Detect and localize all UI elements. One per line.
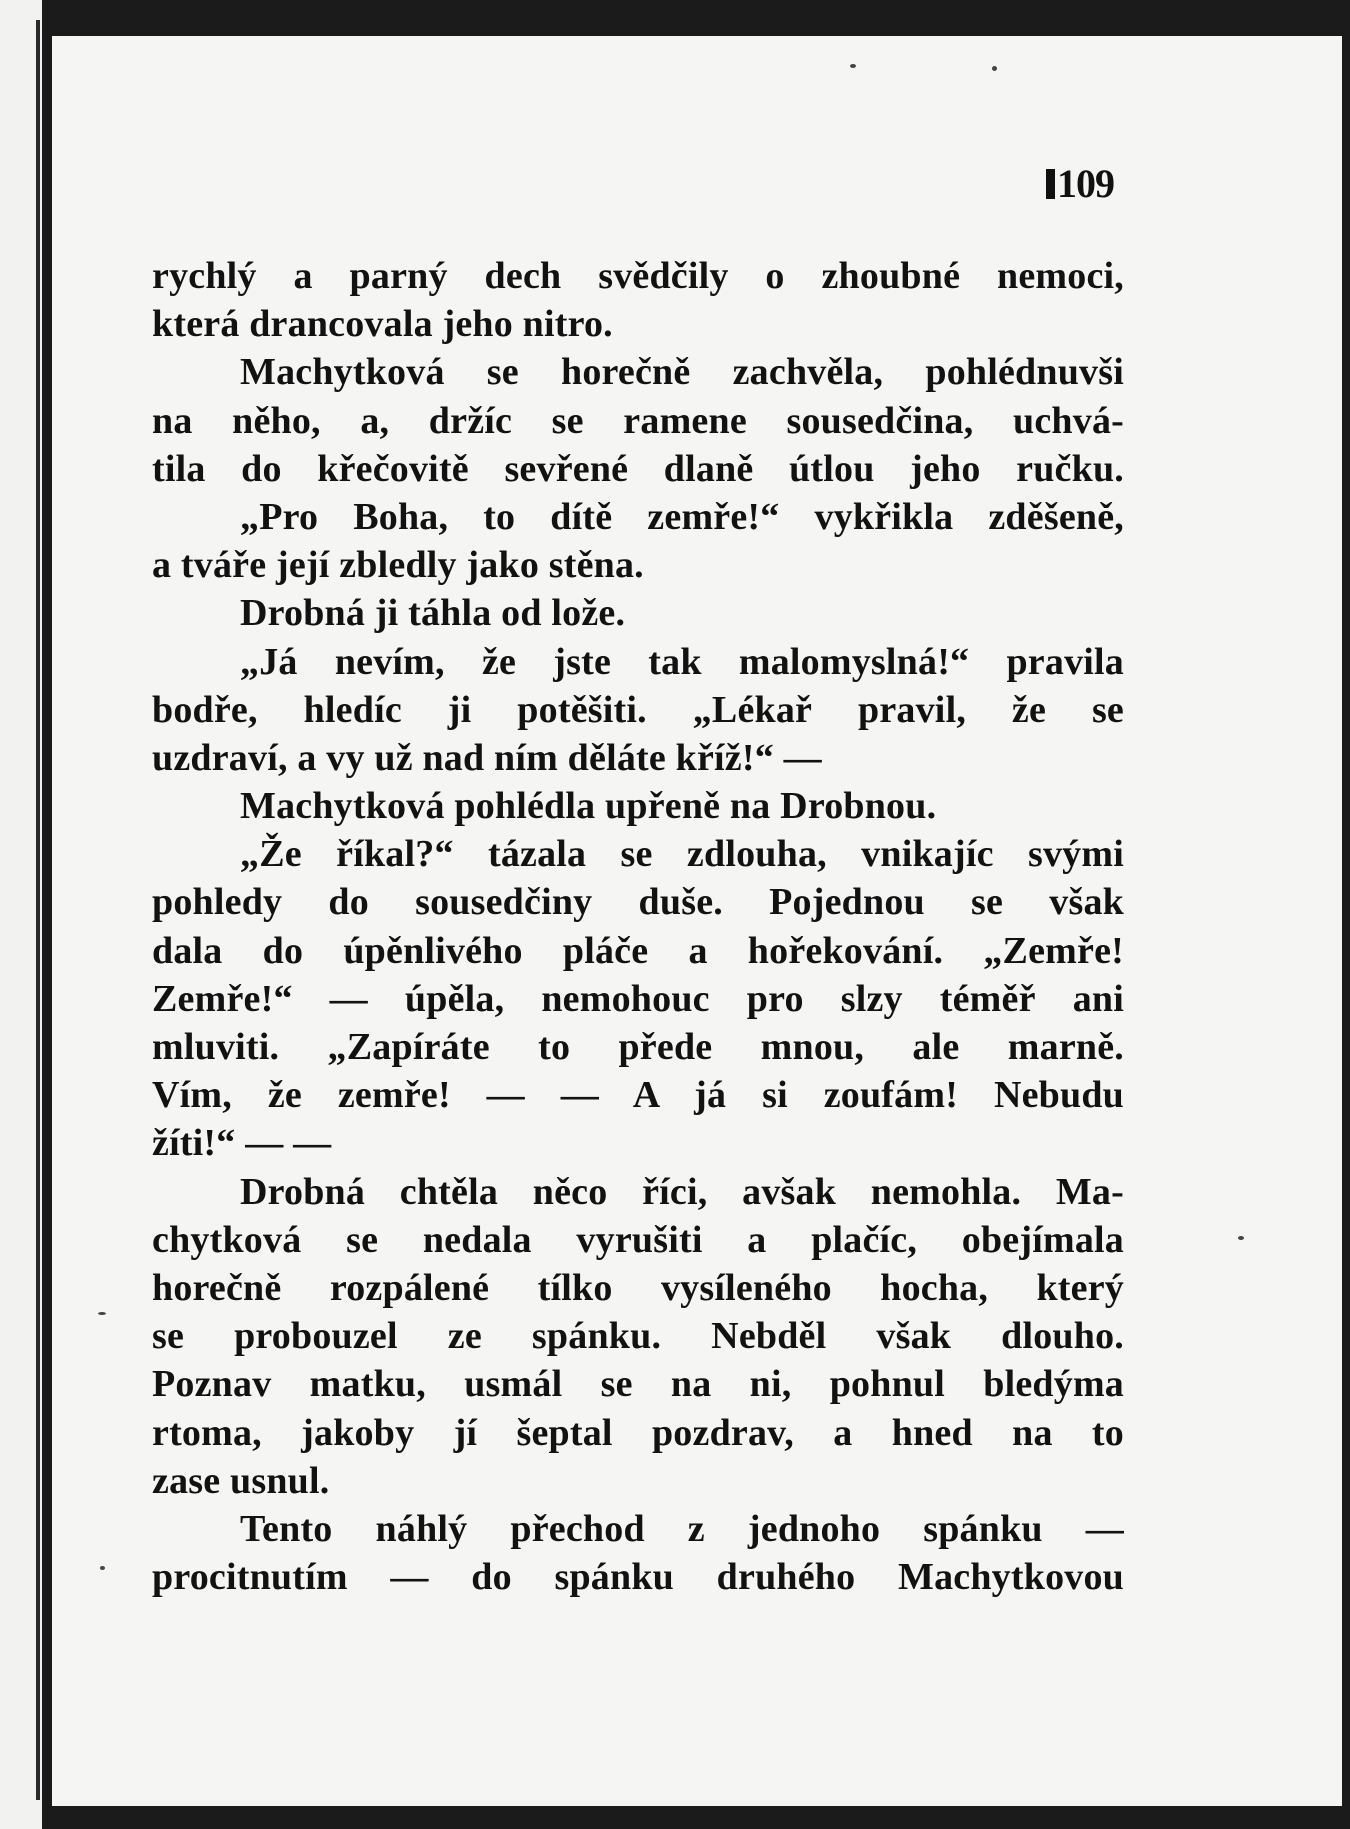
facing-page-border: [36, 20, 40, 1800]
text-line: horečně rozpálené tílko vysíleného hocha, který: [152, 1266, 1124, 1309]
scan-speck: [1238, 1236, 1244, 1240]
text-line: procitnutím — do spánku druhého Machytkovou: [152, 1556, 1124, 1599]
text-line: chytková se nedala vyrušiti a plačíc, obejímala: [152, 1218, 1124, 1261]
text-line: která drancovala jeho nitro.: [152, 303, 613, 346]
text-line: „Já nevím, že jste tak malomyslná!“ pravila: [240, 640, 1124, 683]
text-line: rychlý a parný dech svědčily o zhoubné nemoci,: [152, 255, 1124, 297]
scan-speck: [100, 1566, 105, 1570]
text-line: zase usnul.: [152, 1459, 330, 1502]
text-line: a tváře její zbledly jako stěna.: [152, 544, 644, 587]
text-line: „Pro Boha, to dítě zemře!“ vykřikla zděšeně,: [240, 495, 1124, 538]
text-line: pohledy do sousedčiny duše. Pojednou se však: [152, 881, 1124, 924]
text-line: Machytková se horečně zachvěla, pohlédnuvši: [240, 351, 1124, 394]
text-line: Poznav matku, usmál se na ni, pohnul bledýma: [152, 1363, 1124, 1406]
text-line: tila do křečovitě sevřené dlaně útlou jeho ručku.: [152, 447, 1124, 490]
text-line: Vím, že zemře! — — A já si zoufám! Nebudu: [152, 1074, 1124, 1117]
text-line: dala do úpěnlivého pláče a hořekování. „Zemře!: [152, 929, 1124, 972]
text-line: Zemře!“ — úpěla, nemohouc pro slzy téměř ani: [152, 977, 1124, 1020]
text-line: Drobná chtěla něco říci, avšak nemohla. Ma-: [240, 1170, 1124, 1213]
text-line: rtoma, jakoby jí šeptal pozdrav, a hned na to: [152, 1411, 1124, 1454]
scan-speck: [992, 66, 997, 71]
text-line: Machytková pohlédla upřeně na Drobnou.: [240, 785, 937, 828]
text-line: na něho, a, držíc se ramene sousedčina, uchvá-: [152, 399, 1124, 442]
text-line: Tento náhlý přechod z jednoho spánku —: [240, 1507, 1124, 1550]
facing-page-edge: [0, 0, 42, 1829]
text-line: žíti!“ — —: [152, 1122, 332, 1165]
text-line: bodře, hledíc ji potěšiti. „Lékař pravil, že se: [152, 688, 1124, 731]
text-line: se probouzel ze spánku. Nebděl však dlouho.: [152, 1315, 1124, 1358]
page-number: 109: [1046, 160, 1114, 207]
scan-speck: [850, 64, 856, 68]
text-line: mluviti. „Zapíráte to přede mnou, ale marně.: [152, 1026, 1124, 1068]
text-line: Drobná ji táhla od lože.: [240, 592, 626, 635]
scan-speck: [98, 1312, 106, 1315]
text-line: uzdraví, a vy už nad ním děláte kříž!“ —: [152, 736, 822, 779]
body-text: [152, 252, 1124, 1601]
text-line: „Že říkal?“ tázala se zdlouha, vnikajíc svými: [240, 833, 1124, 876]
